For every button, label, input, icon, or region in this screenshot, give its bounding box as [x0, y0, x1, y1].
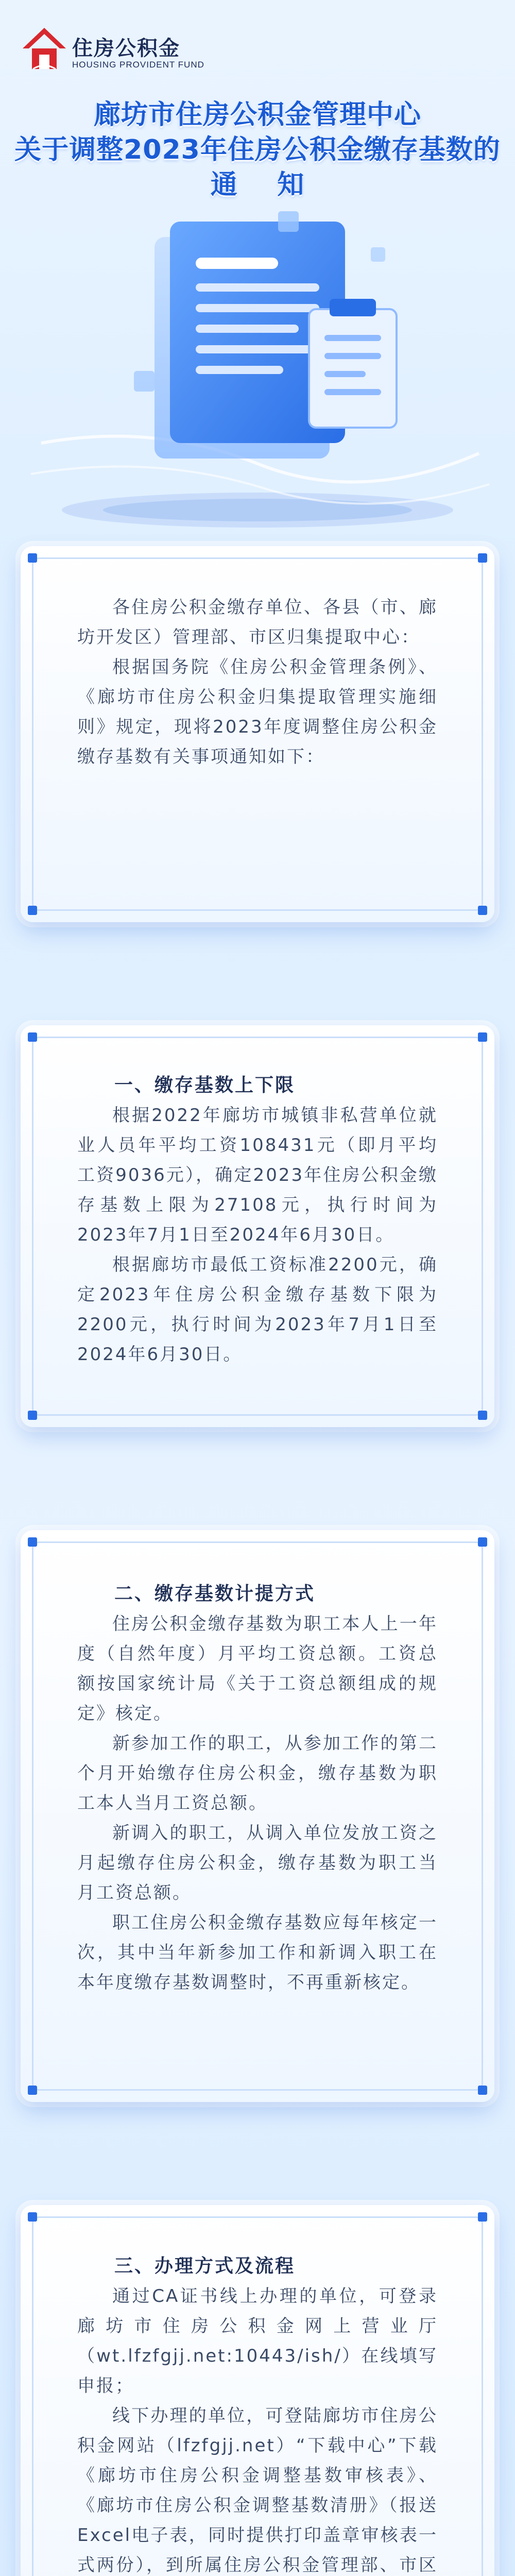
intro-text — [77, 592, 438, 772]
title-line-2: 关于调整2023年住房公积金缴存基数的 — [14, 134, 501, 165]
logo — [21, 26, 206, 82]
intro-paragraph-2: 根据国务院《住房公积金管理条例》、《廊坊市住房公积金归集提取管理实施细则》规定，现将2023年度调整住房公积金缴存基数有关事项通知如下： — [77, 657, 438, 767]
section1-text — [77, 1071, 438, 1369]
title-line-3: 通 知 — [210, 170, 305, 200]
section2-text — [77, 1579, 438, 1997]
section1-card — [21, 1025, 494, 1427]
section1-paragraph-1: 根据2022年廊坊市城镇非私营单位就业人员年平均工资108431元（即月平均工资9036元），确定2023年住房公积金缴存基数上限为27108元，执行时间为2023年7月1日至2024年6月30日。 — [77, 1105, 438, 1245]
section3-paragraph-1: 通过CA证书线上办理的单位，可登录廊坊市住房公积金网上营业厅（wt.lfzfgjj.net:10443/ish/）在线填写申报； — [77, 2286, 438, 2396]
section2-paragraph-1: 住房公积金缴存基数为职工本人上一年度（自然年度）月平均工资总额。工资总额按国家统计局《关于工资总额组成的规定》核定。 — [77, 1614, 438, 1724]
section2-paragraph-3: 新调入的职工，从调入单位发放工资之月起缴存住房公积金，缴存基数为职工当月工资总额。 — [77, 1823, 438, 1903]
section2-paragraph-2: 新参加工作的职工，从参加工作的第二个月开始缴存住房公积金，缴存基数为职工本人当月工资总额。 — [77, 1733, 438, 1814]
section3-card — [21, 2205, 494, 2576]
section2-card — [21, 1530, 494, 2102]
section3-heading: 三、办理方式及流程 — [114, 2256, 296, 2277]
intro-paragraph-1: 各住房公积金缴存单位、各县（市、廊坊开发区）管理部、市区归集提取中心： — [77, 597, 438, 648]
document-illustration-icon — [0, 155, 515, 536]
logo-english-text: HOUSING PROVIDENT FUND — [72, 60, 204, 70]
title-line-1: 廊坊市住房公积金管理中心 — [93, 99, 421, 130]
section2-paragraph-4: 职工住房公积金缴存基数应每年核定一次，其中当年新参加工作和新调入职工在本年度缴存基数调整时，不再重新核定。 — [77, 1912, 438, 1993]
section2-heading: 二、缴存基数计提方式 — [114, 1583, 316, 1604]
intro-card — [21, 546, 494, 922]
section1-heading: 一、缴存基数上下限 — [114, 1075, 296, 1096]
section3-paragraph-2: 线下办理的单位，可登陆廊坊市住房公积金网站（lfzfgjj.net）“下载中心”下载《廊坊市住房公积金调整基数审核表》、《廊坊市住房公积金调整基数清册》（报送Excel电子表，同时提供打印盖章审核表一式两份），到所属住房公积金管理部、市区 — [77, 2405, 438, 2575]
section1-paragraph-2: 根据廊坊市最低工资标准2200元，确定2023年住房公积金缴存基数下限为2200元，执行时间为2023年7月1日至2024年6月30日。 — [77, 1255, 438, 1365]
housing-fund-logo-icon — [21, 26, 68, 73]
logo-chinese-text: 住房公积金 — [72, 37, 180, 60]
section3-text — [77, 2251, 438, 2576]
